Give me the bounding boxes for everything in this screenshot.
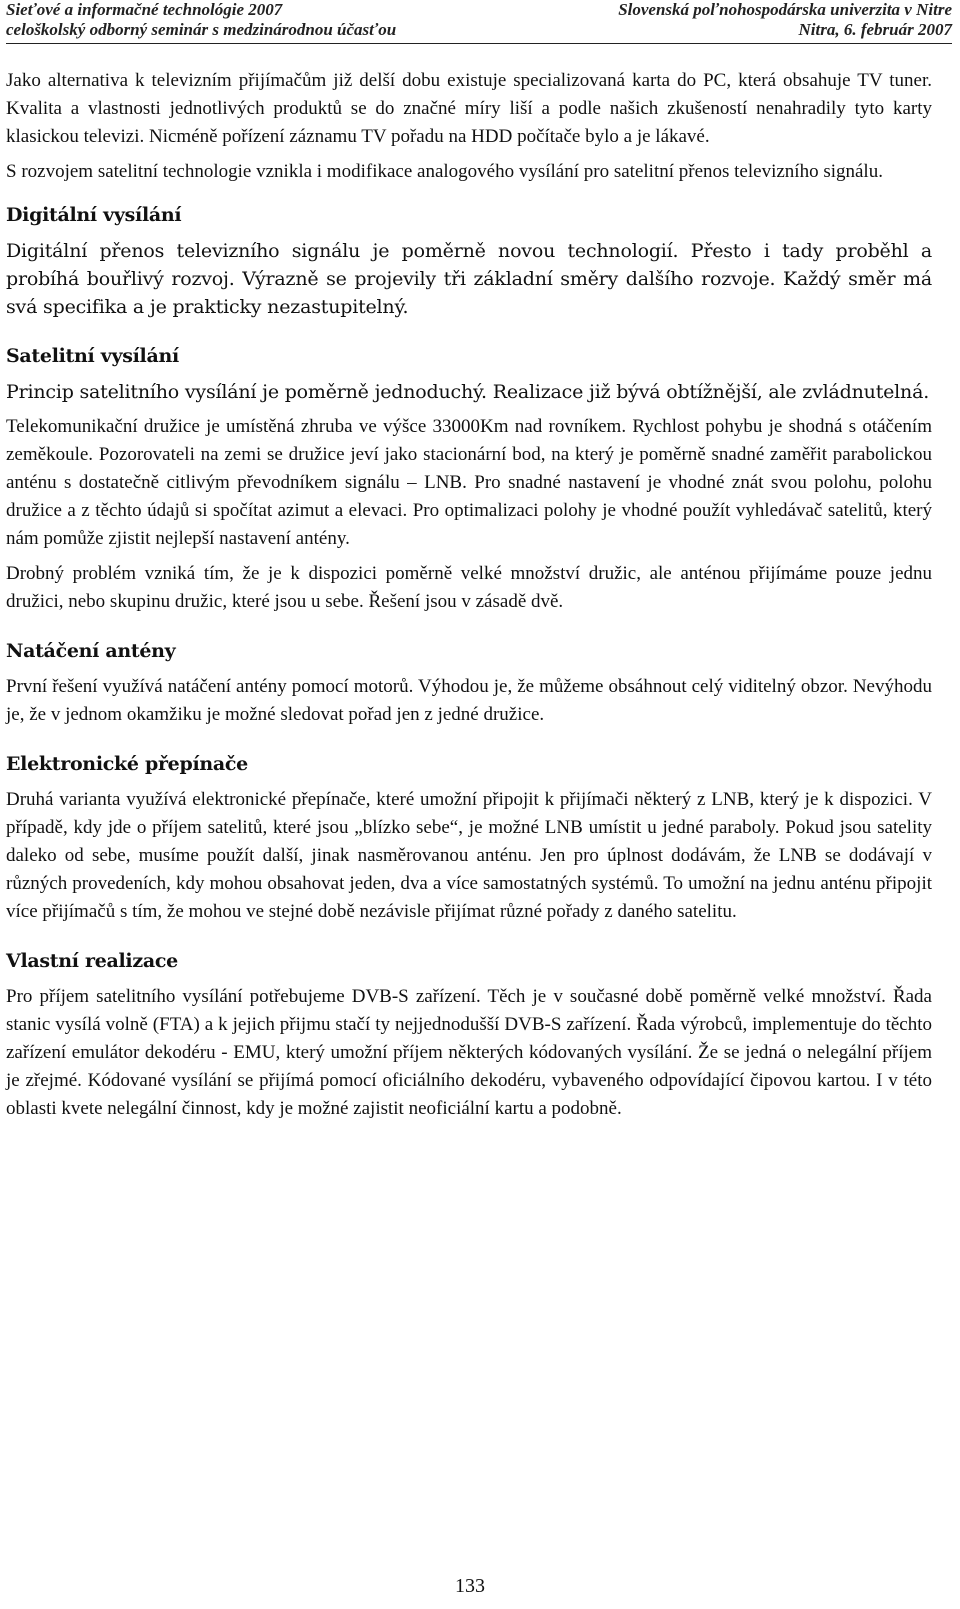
header-date: Nitra, 6. február 2007: [798, 20, 952, 39]
header-rule: [6, 43, 952, 44]
header-conference-title: Sieťové a informačné technológie 2007: [6, 0, 283, 19]
rotation-paragraph-1: První řešení využívá natáčení antény pomocí motorů. Výhodou je, že můžeme obsáhnout celý viditelný obzor. Nevýhodu je, že v jednom okamžiku je možné sledovat pořad jen z jedné družice.: [6, 676, 932, 725]
satellite-paragraph-3: Drobný problém vzniká tím, že je k dispozici poměrně velké množství družic, ale anténou přijímáme pouze jednu družici, nebo skupinu družic, které jsou u sebe. Řešení jsou v zásadě dvě.: [6, 563, 932, 612]
satellite-paragraph-1: Princip satelitního vysílání je poměrně jednoduchý. Realizace již bývá obtížnější, ale zvládnutelná.: [6, 381, 930, 403]
switches-paragraph-1: Druhá varianta využívá elektronické přepínače, které umožní připojit k přijímači některý z LNB, který je k dispozici. V případě, kdy jde o příjem satelitů, které jsou „blízko sebe“, je možné LNB umístit u jedné paraboly. Pokud jsou satelity daleko od sebe, musíme použít další, jinak nasměrovanou anténu. Jen pro úplnost dodávám, že LNB se dodávají v různých provedeních, kdy mohou obsahovat jeden, dva a více samostatných systémů. To umožní na jednu anténu připojit více přijímačů s tím, že mohou ve stejné době nezávisle přijímat různé pořady z daného satelitu.: [6, 789, 932, 922]
page-body: [6, 67, 932, 1130]
own-realization-paragraph-1: Pro příjem satelitního vysílání potřebujeme DVB-S zařízení. Těch je v současné době poměrně velké množství. Řada stanic vysílá volně (FTA) a k jejich přijmu stačí ty nejjednodušší DVB-S zařízení. Řada výrobců, implementuje do těchto zařízení emulátor dekodéru - EMU, který umožní příjem některých kódovaných vysílání. Že se jedná o nelegální příjem je zřejmé. Kódované vysílání se přijímá pomocí oficiálního dekodéru, vybaveného odpovídající čipovou kartou. I v této oblasti kvete nelegální činnost, kdy je možné zajistit neoficiální kartu a podobně.: [6, 986, 932, 1119]
digital-paragraph-1: Digitální přenos televizního signálu je poměrně novou technologií. Přesto i tady proběhl a probíhá bouřlivý rozvoj. Výrazně se projevily tři základní směry dalšího rozvoje. Každý směr má svá specifika a je prakticky nezastupitelný.: [6, 240, 932, 318]
satellite-paragraph-2: Telekomunikační družice je umístěná zhruba ve výšce 33000Km nad rovníkem. Rychlost pohybu je shodná s otáčením zeměkoule. Pozorovateli na zemi se družice jeví jako stacionární bod, na který je poměrně snadné zaměřit parabolickou anténu s dostatečně citlivým převodníkem signálu – LNB. Pro snadné nastavení je vhodné znát svou polohu, polohu družice a z těchto údajů si spočítat azimut a elevaci. Pro optimalizaci polohy je vhodné použít vyhledávač satelitů, který nám pomůže zjistit nejlepší nastavení antény.: [6, 416, 932, 549]
page-number: 133: [455, 1575, 485, 1597]
page-header: [6, 0, 952, 40]
section-heading-rotation: Natáčení antény: [6, 640, 176, 662]
section-heading-digital: Digitální vysílání: [6, 204, 182, 226]
section-heading-satellite: Satelitní vysílání: [6, 345, 179, 367]
section-heading-own-realization: Vlastní realizace: [6, 950, 178, 972]
header-seminar-subtitle: celoškolský odborný seminár s medzinárodnou účasťou: [6, 20, 397, 39]
header-university: Slovenská poľnohospodárska univerzita v Nitre: [618, 0, 952, 19]
section-heading-switches: Elektronické přepínače: [6, 753, 248, 775]
intro-paragraph-2: S rozvojem satelitní technologie vznikla i modifikace analogového vysílání pro satelitní přenos televizního signálu.: [6, 161, 883, 182]
intro-paragraph-1: Jako alternativa k televizním přijímačům již delší dobu existuje specializovaná karta do PC, která obsahuje TV tuner. Kvalita a vlastnosti jednotlivých produktů se do značné míry liší a podle našich zkušeností nenahradily tyto karty klasickou televizi. Nicméně pořízení záznamu TV pořadu na HDD počítače bylo a je lákavé.: [6, 70, 932, 147]
